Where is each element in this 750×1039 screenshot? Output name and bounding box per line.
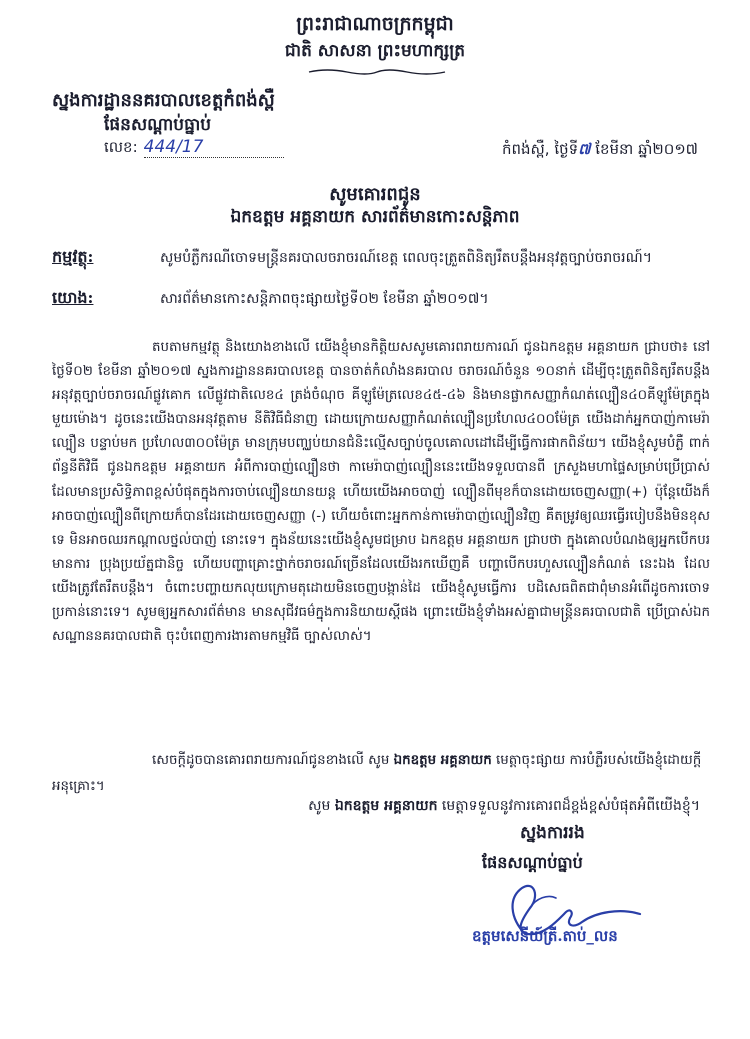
date-day: ៧ xyxy=(578,140,591,158)
regards-prefix: សូម xyxy=(308,798,335,814)
kingdom-title: ព្រះរាជាណាចក្រកម្ពុជា xyxy=(296,13,454,35)
reference-number-value: 444/17 xyxy=(144,137,284,158)
ornament-divider-icon xyxy=(307,68,447,76)
signatory-office: ផែនសណ្ដាប់ធ្នាប់ xyxy=(482,853,583,872)
subject-text: សូមបំភ្លឺករណីចោទមន្ត្រីនគរបាលចរាចរណ៍ខេត្ត ពេលចុះត្រួតពិនិត្យរឹតបន្តឹងអនុវត្តច្បាប់ចរាចរណ៍។ xyxy=(160,250,652,266)
closing-prefix: សេចក្តីដូចបានគោរពរាយការណ៍ជូនខាងលើ សូម xyxy=(152,753,394,768)
closing-paragraph xyxy=(52,748,710,800)
sender-organization: ស្នងការដ្ឋាននគរបាលខេត្តកំពង់ស្ពឺ xyxy=(52,90,275,111)
letter-date xyxy=(0,140,750,162)
closing-addressee: ឯកឧត្តម អគ្គនាយក xyxy=(393,753,492,768)
date-prefix: កំពង់ស្ពឺ, ថ្ងៃទី xyxy=(501,140,579,158)
body-paragraph: តបតាមកម្មវត្ថុ និងយោងខាងលើ យើងខ្ញុំមានកិត្តិយសសូមគោរពរាយការណ៍ ជូនឯកឧត្តម អគ្គនាយក ជ្រាបថា៖ នៅថ្ងៃទី០២ ខែមីនា ឆ្នាំ២០១៧ ស្នងការដ្ឋាននគរបាលខេត្ត បានចាត់កំលាំងនគរបាល ចរាចរណ៍ចំនួន ១០នាក់ ដើម្បីចុះត្រួតពិនិត្យរឹតបន្តឹងអនុវត្តច្បាប់ចរាចរណ៍ផ្លូវគោក លើផ្លូវជាតិលេខ៤ ត្រង់ចំណុច គីឡូម៉ែត្រលេខ៤៥-៤៦ និងមានផ្លាកសញ្ញាកំណត់ល្បឿន៤០គីឡូម៉ែត្រក្នុងមួយម៉ោង។ ដូចនេះយើងបានអនុវត្តតាម នីតិវិធីជំនាញ ដោយក្រោយសញ្ញាកំណត់ល្បឿនប្រហែល៤០០ម៉ែត្រ យើងដាក់អ្នកបាញ់កាមេរ៉ាល្បឿន បន្ទាប់មក ប្រហែល៣០០ម៉ែត្រ មានក្រុមបញ្ឈប់យានជំនិះល្មើសច្បាប់ចូលគោលដៅដើម្បីធ្វើការផាកពិន័យ។ យើងខ្ញុំសូមបំភ្លឺ ពាក់ព័ន្ធនីតិវិធី ជូនឯកឧត្តម អគ្គនាយក អំពីការបាញ់ល្បឿនថា កាមេរ៉ាបាញ់ល្បឿននេះយើងទទួលបានពី ក្រសួងមហាផ្ទៃសម្រាប់ប្រើប្រាស់ដែលមានប្រសិទ្ធិភាពខ្ពស់បំផុតក្នុងការចាប់ល្បឿនយានយន្ត ហើយយើងអាចបាញ់ ល្បឿនពីមុខក៏បានដោយចេញសញ្ញា(+) ប៉ុន្តែយើងក៏អាចបាញ់ល្បឿនពីក្រោយក៏បានដែរដោយចេញសញ្ញា (-) ហើយចំពោះអ្នកកាន់កាមេរ៉ាបាញ់ល្បឿនវិញ គឺតម្រូវឲ្យឈរធ្វើរបៀបនឹងមិនខុសទេ មិនអាចឈរកណ្ដាលថ្នល់បាញ់ នោះទេ។ ក្នុងន័យនេះយើងខ្ញុំសូមជម្រាប ឯកឧត្តម អគ្គនាយក ជ្រាបថា ក្នុងគោលបំណងឲ្យអ្នកបើកបរមានការ ប្រុងប្រយ័ត្នជានិច្ច ហើយបញ្ហាគ្រោះថ្នាក់ចរាចរណ៍ច្រើនដែលយើងរកឃើញគឺ បញ្ហាបើកបរហួសល្បឿនកំណត់ នេះឯង ដែលយើងត្រូវតែរឹតបន្តឹង។ ចំពោះបញ្ហាយកលុយក្រោមតុដោយមិនចេញបង្កាន់ដៃ យើងខ្ញុំសូមធ្វើការ បដិសេធពិតជាពុំមានអំពើដូចការចោទប្រកាន់នោះទេ។ សូមឲ្យអ្នកសារព័ត៌មាន មានសុជីវធម៌ក្នុងការនិយាយស្តីផង ព្រោះយើងខ្ញុំទាំងអស់គ្នាជាមន្ត្រីនគរបាលជាតិ ប្រើប្រាស់ឯកសណ្ឋាននគរបាលជាតិ ចុះបំពេញការងារតាមកម្មវិធី ច្បាស់លាស់។ xyxy=(52,340,710,645)
reference-label: យោង: xyxy=(52,288,94,307)
salutation: សូមគោរពជូន xyxy=(329,184,421,205)
signatory-title: ស្នងការរង xyxy=(520,823,585,843)
subject-label: កម្មវត្ថុ: xyxy=(52,247,94,266)
reference-text: សារព័ត៌មានកោះសន្តិភាពចុះផ្សាយថ្ងៃទី០២ ខែមីនា ឆ្នាំ២០១៧។ xyxy=(160,291,489,307)
regards-suffix: មេត្តាទទួលនូវការគោរពដ៏ខ្ពង់ខ្ពស់បំផុតអំពីយើងខ្ញុំ។ xyxy=(437,798,700,814)
recipient: ឯកឧត្តម អគ្គនាយក សារព័ត៌មានកោះសន្តិភាព xyxy=(230,207,520,227)
reference-number-label: លេខ: xyxy=(104,138,138,156)
regards-line xyxy=(0,796,750,817)
sender-department: ផែនសណ្ដាប់ធ្នាប់ xyxy=(104,115,212,135)
national-motto: ជាតិ សាសនា ព្រះមហាក្សត្រ xyxy=(284,41,466,61)
signatory-name: ឧត្តមសេនីយ៍ត្រី.តាប់_លន xyxy=(472,927,618,945)
regards-addressee: ឯកឧត្តម អគ្គនាយក xyxy=(334,798,438,814)
closing-suffix: មេត្តាចុះផ្សាយ ការបំភ្លឺរបស់យើងខ្ញុំដោយក្តីអនុគ្រោះ។ xyxy=(52,753,702,794)
date-suffix: ខែមីនា ឆ្នាំ២០១៧ xyxy=(590,140,698,158)
